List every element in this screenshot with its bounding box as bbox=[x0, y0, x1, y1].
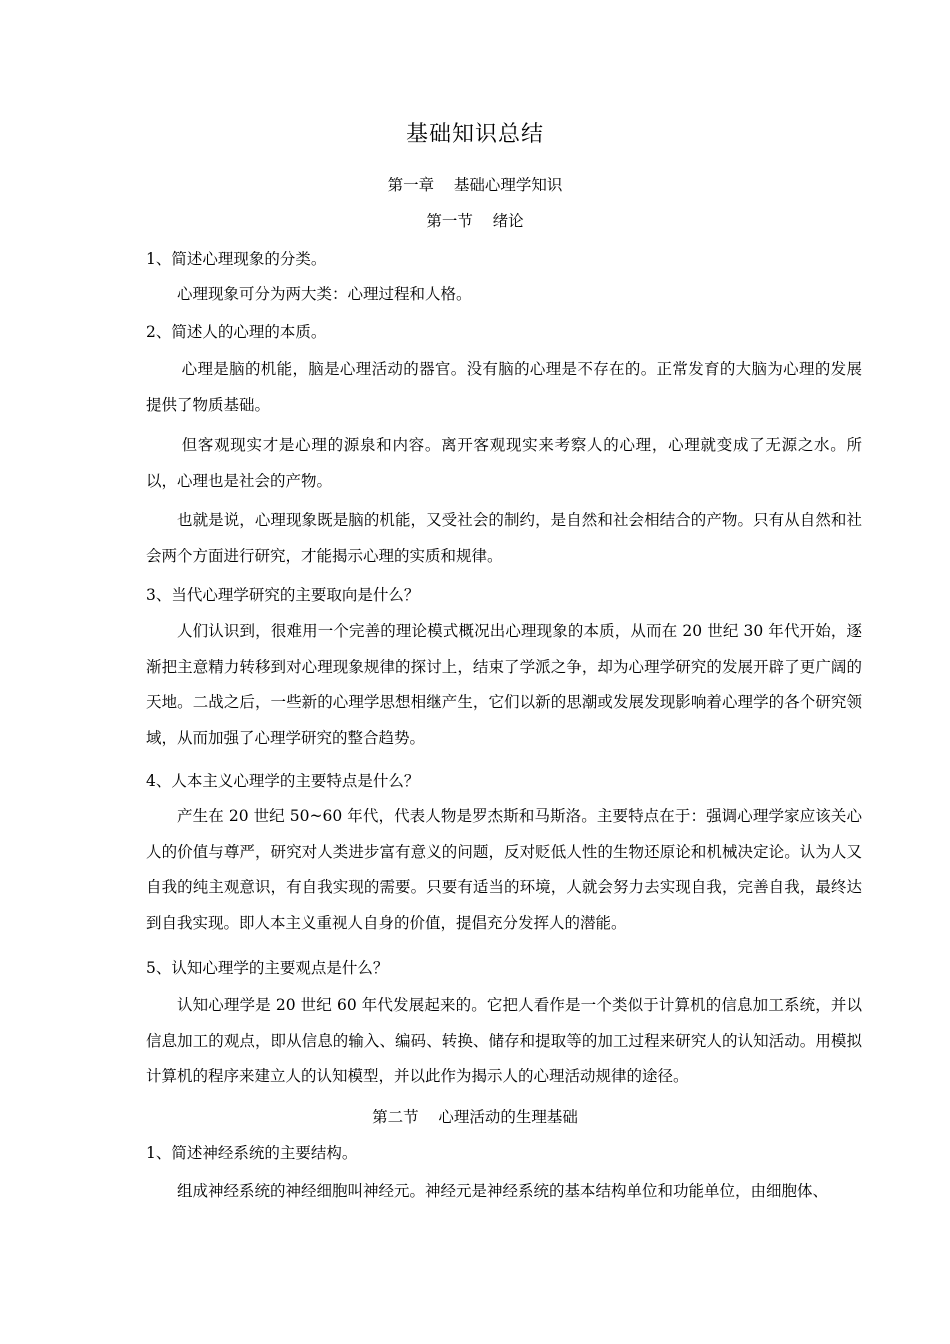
question-5: 5、认知心理学的主要观点是什么？ bbox=[146, 959, 389, 977]
answer-1: 心理现象可分为两大类：心理过程和人格。 bbox=[177, 285, 472, 303]
answer-2-paragraph-2: 但客观现实才是心理的源泉和内容。离开客观现实来考察人的心理，心理就变成了无源之水。所以，心理也是社会的产物。 bbox=[146, 436, 862, 490]
document-title: 基础知识总结 bbox=[405, 122, 544, 147]
question-2: 2、简述人的心理的本质。 bbox=[146, 323, 327, 341]
answer-6: 组成神经系统的神经细胞叫神经元。神经元是神经系统的基本结构单位和功能单位，由细胞体、 bbox=[177, 1182, 829, 1200]
section-heading-intro: 第一节 绪论 bbox=[426, 212, 524, 230]
question-3: 3、当代心理学研究的主要取向是什么？ bbox=[146, 586, 420, 604]
section-heading-physiology: 第二节 心理活动的生理基础 bbox=[372, 1108, 578, 1126]
answer-4: 产生在 20 世纪 50~60 年代，代表人物是罗杰斯和马斯洛。主要特点在于：强调心理学家应该关心人的价值与尊严，研究对人类进步富有意义的问题，反对贬低人性的生物还原论和机械决定论。认为人又自我的纯主观意识，有自我实现的需要。只要有适当的环境，人就会努力去实现自我，完善自我，最终达到自我实现。即人本主义重视人自身的价值，提倡充分发挥人的潜能。 bbox=[146, 807, 862, 933]
chapter-heading: 第一章 基础心理学知识 bbox=[387, 176, 563, 194]
answer-5: 认知心理学是 20 世纪 60 年代发展起来的。它把人看作是一个类似于计算机的信息加工系统，并以信息加工的观点，即从信息的输入、编码、转换、储存和提取等的加工过程来研究人的认知活动。用模拟计算机的程序来建立人的认知模型，并以此作为揭示人的心理活动规律的途径。 bbox=[146, 996, 862, 1086]
answer-2-paragraph-1: 心理是脑的机能，脑是心理活动的器官。没有脑的心理是不存在的。正常发育的大脑为心理的发展提供了物质基础。 bbox=[146, 360, 862, 414]
answer-3: 人们认识到，很难用一个完善的理论模式概况出心理现象的本质，从而在 20 世纪 30 年代开始，逐渐把主意精力转移到对心理现象规律的探讨上，结束了学派之争，却为心理学研究的发展开辟了更广阔的天地。二战之后，一些新的心理学思想相继产生，它们以新的思潮或发展发现影响着心理学的各个研究领域，从而加强了心理学研究的整合趋势。 bbox=[146, 622, 862, 748]
question-6: 1、简述神经系统的主要结构。 bbox=[146, 1144, 358, 1162]
question-4: 4、人本主义心理学的主要特点是什么？ bbox=[146, 772, 420, 790]
answer-2-paragraph-3: 也就是说，心理现象既是脑的机能，又受社会的制约，是自然和社会相结合的产物。只有从自然和社会两个方面进行研究，才能揭示心理的实质和规律。 bbox=[146, 511, 862, 565]
question-1: 1、简述心理现象的分类。 bbox=[146, 250, 327, 268]
